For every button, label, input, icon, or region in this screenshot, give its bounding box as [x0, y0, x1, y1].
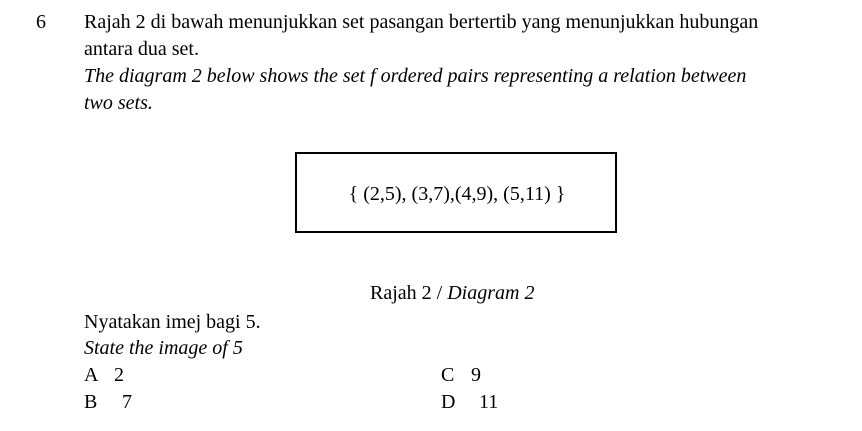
question-number: 6 [36, 11, 46, 33]
question-text-english-line2: two sets. [84, 92, 153, 114]
diagram-caption-malay: Rajah 2 / [370, 282, 448, 304]
option-a-value: 2 [114, 364, 124, 386]
option-a-letter: A [84, 364, 99, 386]
option-c-value: 9 [471, 364, 481, 386]
diagram-caption [370, 281, 534, 305]
option-d-letter: D [441, 391, 456, 413]
option-d-value: 11 [479, 391, 499, 413]
option-d[interactable] [441, 390, 498, 414]
option-b-letter: B [84, 391, 98, 413]
option-c-letter: C [441, 364, 455, 386]
question-text-malay-line1: Rajah 2 di bawah menunjukkan set pasangan bertertib yang menunjukkan hubungan [84, 11, 759, 33]
question-text-malay-line2: antara dua set. [84, 38, 199, 60]
option-b[interactable] [84, 390, 132, 414]
option-b-value: 7 [122, 391, 132, 413]
prompt-malay: Nyatakan imej bagi 5. [84, 311, 261, 333]
ordered-pairs-box [295, 152, 617, 233]
prompt-english: State the image of 5 [84, 337, 243, 359]
ordered-pairs-set: { (2,5), (3,7),(4,9), (5,11) } [348, 182, 566, 205]
diagram-caption-english: Diagram 2 [447, 282, 535, 304]
option-c[interactable] [441, 363, 481, 387]
option-a[interactable] [84, 363, 124, 387]
question-text-english-line1: The diagram 2 below shows the set f ordered pairs representing a relation between [84, 65, 747, 87]
